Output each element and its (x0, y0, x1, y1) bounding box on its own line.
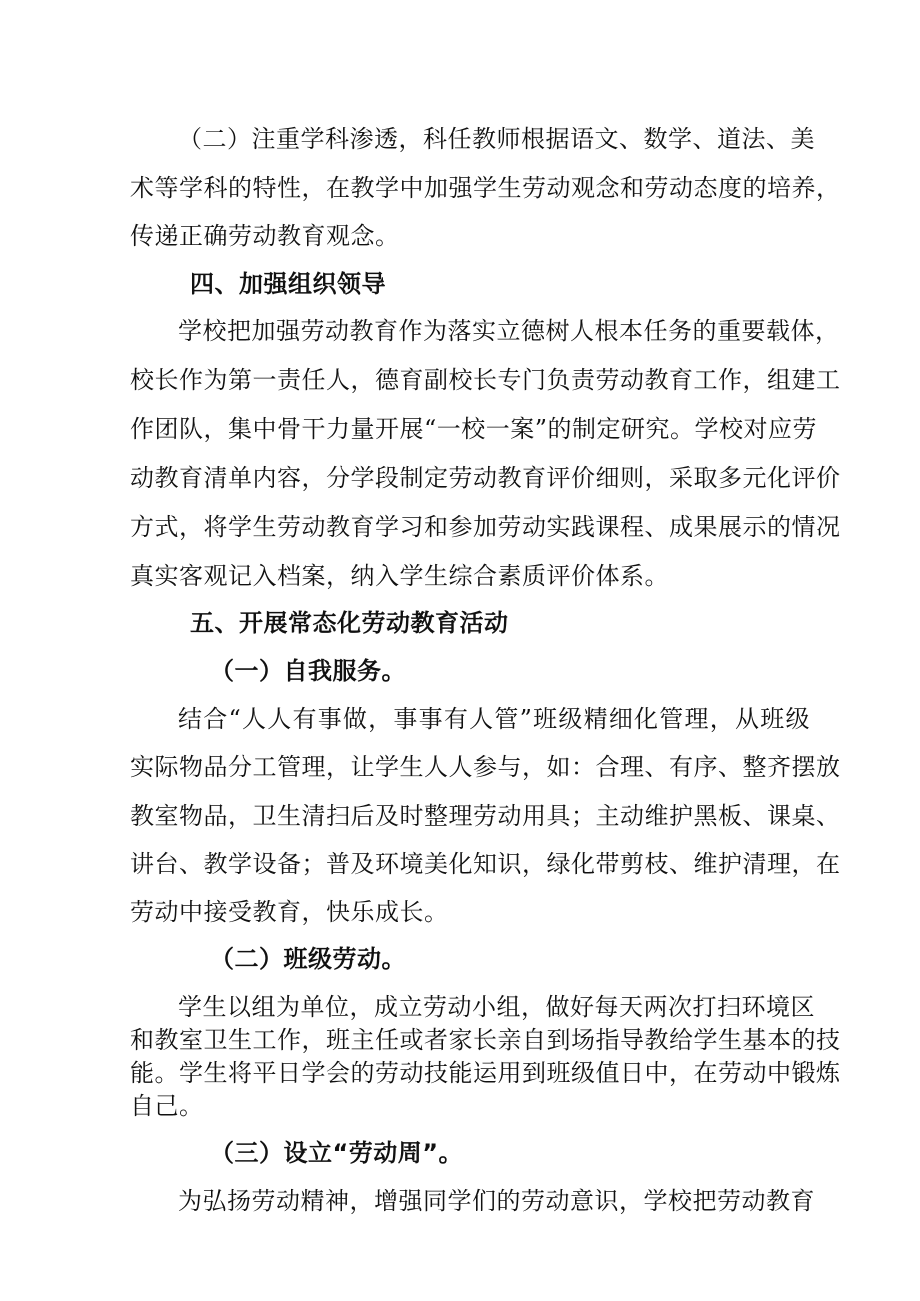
paragraph-line: 方式，将学生劳动教育学习和参加劳动实践课程、成果展示的情况 (130, 513, 841, 541)
paragraph-line: 结合“人人有事做，事事有人管”班级精细化管理，从班级 (178, 705, 810, 733)
subsection-heading: （三）设立“劳动周”。 (210, 1139, 464, 1167)
paragraph-line: 为弘扬劳动精神，增强同学们的劳动意识，学校把劳动教育 (178, 1187, 815, 1215)
paragraph-line: 真实客观记入档案，纳入学生综合素质评价体系。 (130, 562, 669, 590)
subsection-heading: （一）自我服务。 (210, 657, 406, 685)
paragraph-line: 术等学科的特性，在教学中加强学生劳动观念和劳动态度的培养， (130, 174, 841, 202)
paragraph-line: 自己。 (130, 1092, 204, 1120)
paragraph-line: 传递正确劳动教育观念。 (130, 222, 400, 250)
paragraph-line: 动教育清单内容，分学段制定劳动教育评价细则，采取多元化评价 (130, 464, 841, 492)
paragraph-line: 劳动中接受教育，快乐成长。 (130, 898, 449, 926)
section-heading: 五、开展常态化劳动教育活动 (190, 609, 509, 637)
paragraph-line: 实际物品分工管理，让学生人人参与，如：合理、有序、整齐摆放 (130, 753, 841, 781)
section-heading: 四、加强组织领导 (190, 270, 386, 298)
paragraph-line: 教室物品，卫生清扫后及时整理劳动用具；主动维护黑板、课桌、 (130, 802, 841, 830)
paragraph-line: 学校把加强劳动教育作为落实立德树人根本任务的重要载体， (178, 317, 840, 345)
paragraph-line: 能。学生将平日学会的劳动技能运用到班级值日中，在劳动中锻炼 (130, 1059, 841, 1087)
paragraph-line: 和教室卫生工作，班主任或者家长亲自到场指导教给学生基本的技 (130, 1026, 841, 1054)
paragraph-line: 学生以组为单位，成立劳动小组，做好每天两次打扫环境区 (178, 993, 815, 1021)
paragraph-line: （二）注重学科渗透，科任教师根据语文、数学、道法、美 (178, 125, 815, 153)
subsection-heading: （二）班级劳动。 (210, 945, 406, 973)
paragraph-line: 校长作为第一责任人，德育副校长专门负责劳动教育工作，组建工 (130, 366, 841, 394)
paragraph-line: 作团队，集中骨干力量开展“一校一案”的制定研究。学校对应劳 (130, 415, 818, 443)
paragraph-line: 讲台、教学设备；普及环境美化知识，绿化带剪枝、维护清理，在 (130, 850, 841, 878)
